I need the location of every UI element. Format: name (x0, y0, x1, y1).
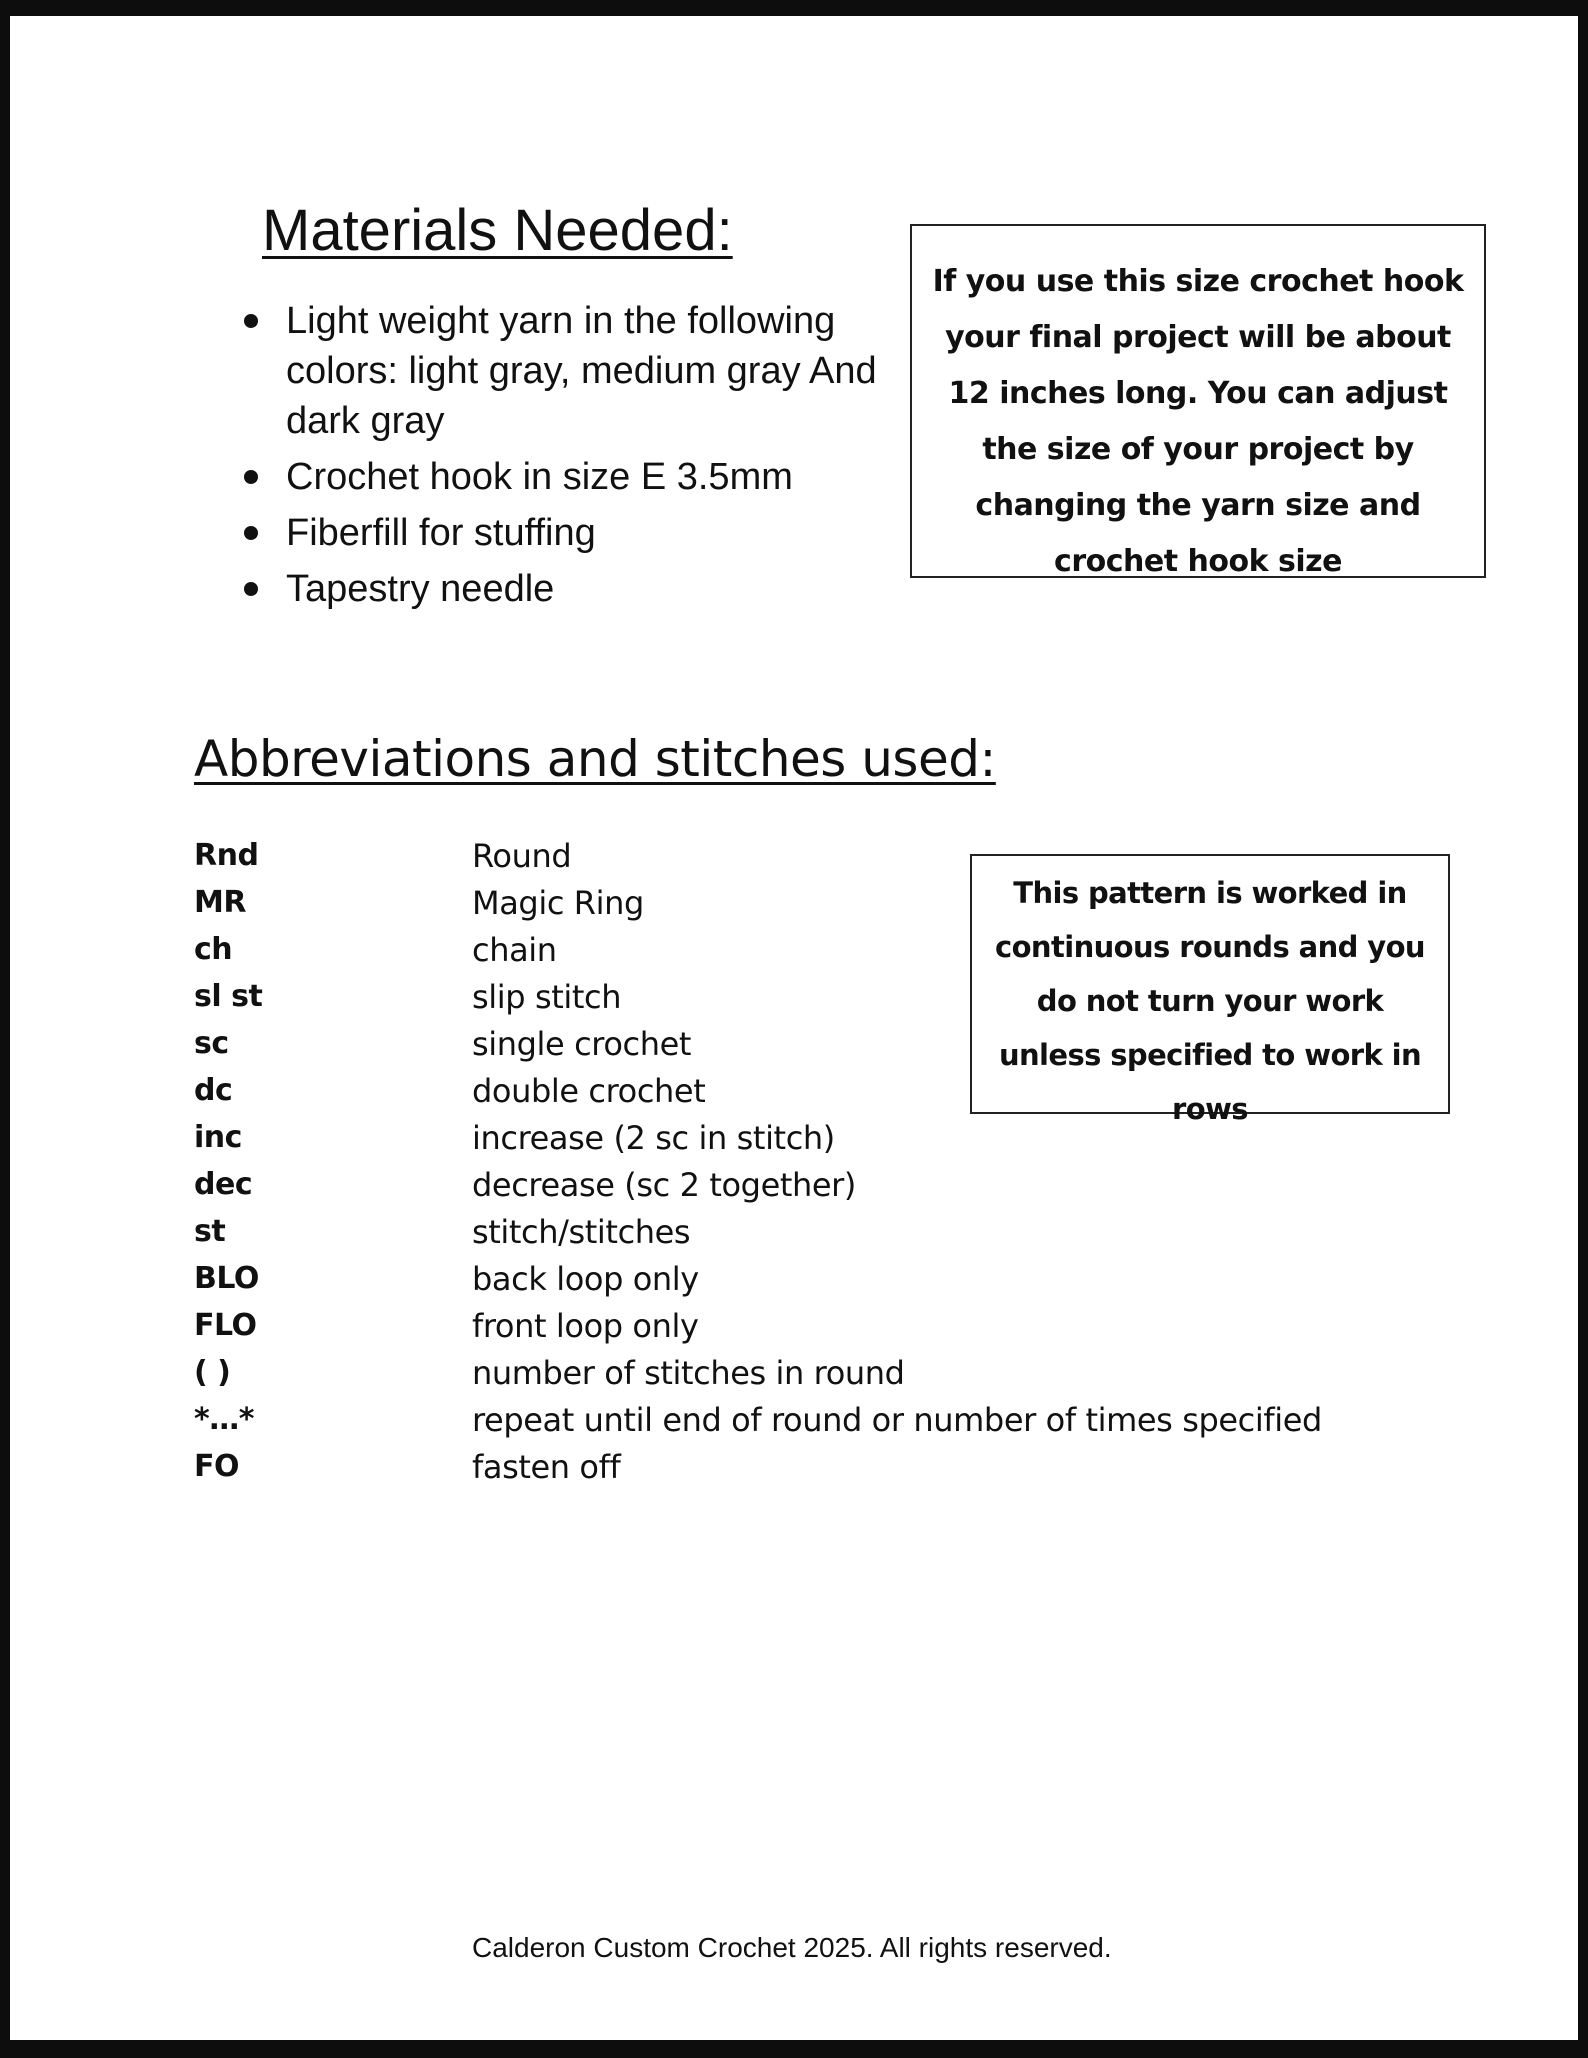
abbreviation-code: FO (194, 1449, 239, 1484)
bullet-icon (244, 526, 258, 540)
abbreviation-code: sl st (194, 979, 263, 1014)
materials-item (242, 452, 902, 502)
abbreviation-code: inc (194, 1120, 242, 1155)
hook-size-note-text: If you use this size crochet hook your final project will be about 12 inches long. You can adjust the size of your project by changing the yarn size and crochet hook size (932, 264, 1464, 579)
materials-item (242, 296, 902, 446)
bullet-icon (244, 470, 258, 484)
abbreviation-code: st (194, 1214, 226, 1249)
abbreviations-title: Abbreviations and stitches used: (194, 730, 996, 788)
abbreviation-meaning: single crochet (472, 1024, 692, 1063)
abbreviation-row (194, 1161, 1322, 1208)
hook-size-note (910, 224, 1486, 578)
materials-item-text: Fiberfill for stuffing (286, 512, 596, 554)
abbreviation-row (194, 1396, 1322, 1443)
abbreviation-meaning: fasten off (472, 1447, 621, 1486)
continuous-rounds-note-text: This pattern is worked in continuous rounds and you do not turn your work unless specified to work in rows (995, 876, 1425, 1126)
abbreviation-code: *…* (194, 1402, 254, 1437)
abbreviation-meaning: decrease (sc 2 together) (472, 1165, 857, 1204)
materials-item (242, 508, 902, 558)
abbreviation-code: dec (194, 1167, 253, 1202)
abbreviation-code: MR (194, 885, 246, 920)
abbreviation-row (194, 1443, 1322, 1490)
abbreviation-meaning: back loop only (472, 1259, 699, 1298)
copyright-footer: Calderon Custom Crochet 2025. All rights reserved. (472, 1932, 1112, 1963)
materials-list (242, 296, 902, 620)
abbreviation-row (194, 1114, 1322, 1161)
bullet-icon (244, 314, 258, 328)
abbreviation-meaning: number of stitches in round (472, 1353, 905, 1392)
abbreviation-meaning: stitch/stitches (472, 1212, 691, 1251)
abbreviation-meaning: increase (2 sc in stitch) (472, 1118, 835, 1157)
abbreviation-code: FLO (194, 1308, 257, 1343)
bullet-icon (244, 582, 258, 596)
abbreviation-row (194, 1302, 1322, 1349)
materials-title: Materials Needed: (262, 198, 733, 263)
abbreviation-meaning: front loop only (472, 1306, 699, 1345)
abbreviation-meaning: double crochet (472, 1071, 706, 1110)
materials-item (242, 564, 902, 614)
abbreviation-meaning: chain (472, 930, 557, 969)
abbreviation-meaning: Magic Ring (472, 883, 644, 922)
abbreviation-code: BLO (194, 1261, 259, 1296)
abbreviation-code: sc (194, 1026, 229, 1061)
abbreviation-code: ( ) (194, 1355, 231, 1390)
continuous-rounds-note (970, 854, 1450, 1126)
abbreviation-row (194, 1349, 1322, 1396)
abbreviation-code: Rnd (194, 838, 259, 873)
abbreviation-code: ch (194, 932, 233, 967)
document-page (10, 16, 1578, 2040)
materials-item-text: Light weight yarn in the following colors: light gray, medium gray And dark gray (286, 300, 877, 442)
abbreviation-meaning: slip stitch (472, 977, 622, 1016)
materials-item-text: Tapestry needle (286, 568, 555, 610)
abbreviation-code: dc (194, 1073, 233, 1108)
materials-item-text: Crochet hook in size E 3.5mm (286, 456, 793, 498)
abbreviation-meaning: Round (472, 836, 572, 875)
abbreviation-row (194, 1255, 1322, 1302)
abbreviation-meaning: repeat until end of round or number of times specified (472, 1400, 1322, 1439)
abbreviation-row (194, 1208, 1322, 1255)
